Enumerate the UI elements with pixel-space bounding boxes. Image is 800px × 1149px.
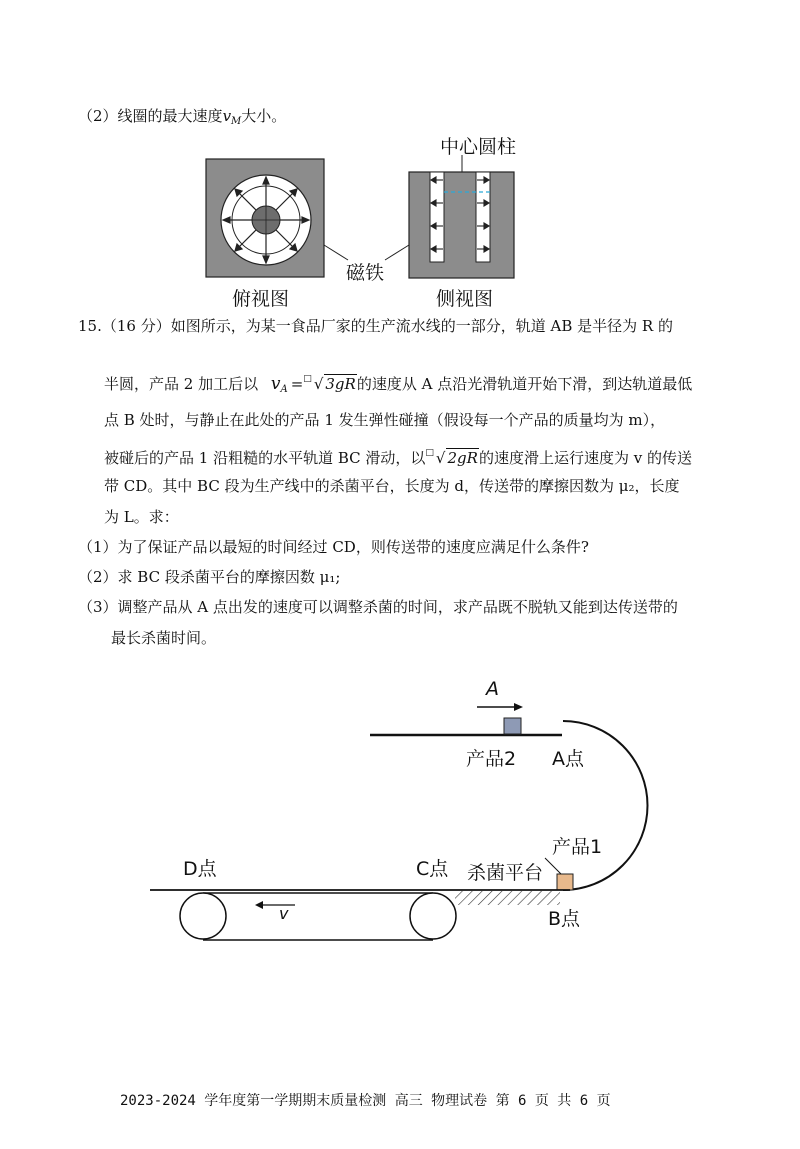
- product2-block: [504, 718, 521, 734]
- track-figure-svg: [0, 660, 800, 960]
- roller-C: [410, 893, 456, 939]
- pointD-label: D点: [183, 858, 217, 880]
- belt-speed-label: v: [279, 904, 289, 923]
- product1-label: 产品1: [552, 836, 603, 858]
- platform-label: 杀菌平台: [467, 862, 544, 884]
- q15-line6: 为 L。求：: [104, 508, 179, 526]
- q15-sub3-a: （3）调整产品从 A 点出发的速度可以调整杀菌的时间，求产品既不脱轨又能到达传送带的: [78, 598, 678, 616]
- q15-line2: 半圆，产品 2 加工后以 $v_A =^□$ √ 3gR的速度从 A 点沿光滑轨道开始下滑，到达轨道最低: [104, 374, 693, 395]
- pointC-label: C点: [416, 858, 449, 880]
- roller-D: [180, 893, 226, 939]
- page-footer: 2023-2024 学年度第一学期期末质量检测 高三 物理试卷 第 6 页 共 6 页: [120, 1093, 611, 1109]
- sterilization-hatch: [455, 891, 560, 905]
- magnet-label: 磁铁: [346, 262, 385, 284]
- pointA-label: A点: [552, 748, 584, 770]
- leader-line-left: [324, 245, 348, 260]
- direction-arrow-head: [514, 703, 523, 711]
- side-view-label: 侧视图: [436, 288, 494, 310]
- product1-block: [557, 874, 573, 890]
- q15-line3: 点 B 处时，与静止在此处的产品 1 发生弹性碰撞（假设每一个产品的质量均为 m），: [104, 411, 666, 429]
- leader-line-right: [385, 245, 409, 260]
- top-view-label: 俯视图: [232, 288, 290, 310]
- side-view-magnet: [409, 172, 514, 278]
- product2-label: 产品2: [466, 748, 517, 770]
- q15-line5: 带 CD。其中 BC 段为生产线中的杀菌平台，长度为 d，传送带的摩擦因数为 μ₂，长度: [104, 477, 680, 495]
- q15-line4: 被碰后的产品 1 沿粗糙的水平轨道 BC 滑动，以□ √ 2gR的速度滑上运行速度为 v 的传送: [104, 448, 692, 467]
- belt-velocity-head: [255, 901, 263, 909]
- q15-line1: 15.（16 分）如图所示，为某一食品厂家的生产流水线的一部分，轨道 AB 是半径为 R 的: [78, 317, 673, 335]
- q15-sub2: （2）求 BC 段杀菌平台的摩擦因数 μ₁;: [78, 568, 341, 586]
- center-cylinder-label: 中心圆柱: [440, 136, 517, 158]
- product1-leader: [545, 858, 561, 874]
- arrow-A-label: A: [486, 678, 499, 700]
- previous-subquestion: （2）线圈的最大速度$v_M$大小。: [78, 107, 287, 127]
- q15-sub3-b: 最长杀菌时间。: [111, 629, 217, 647]
- track-figure: [0, 660, 800, 960]
- pointB-label: B点: [548, 908, 581, 930]
- magnet-figure: [200, 130, 540, 310]
- q15-sub1: （1）为了保证产品以最短的时间经过 CD，则传送带的速度应满足什么条件?: [78, 538, 589, 556]
